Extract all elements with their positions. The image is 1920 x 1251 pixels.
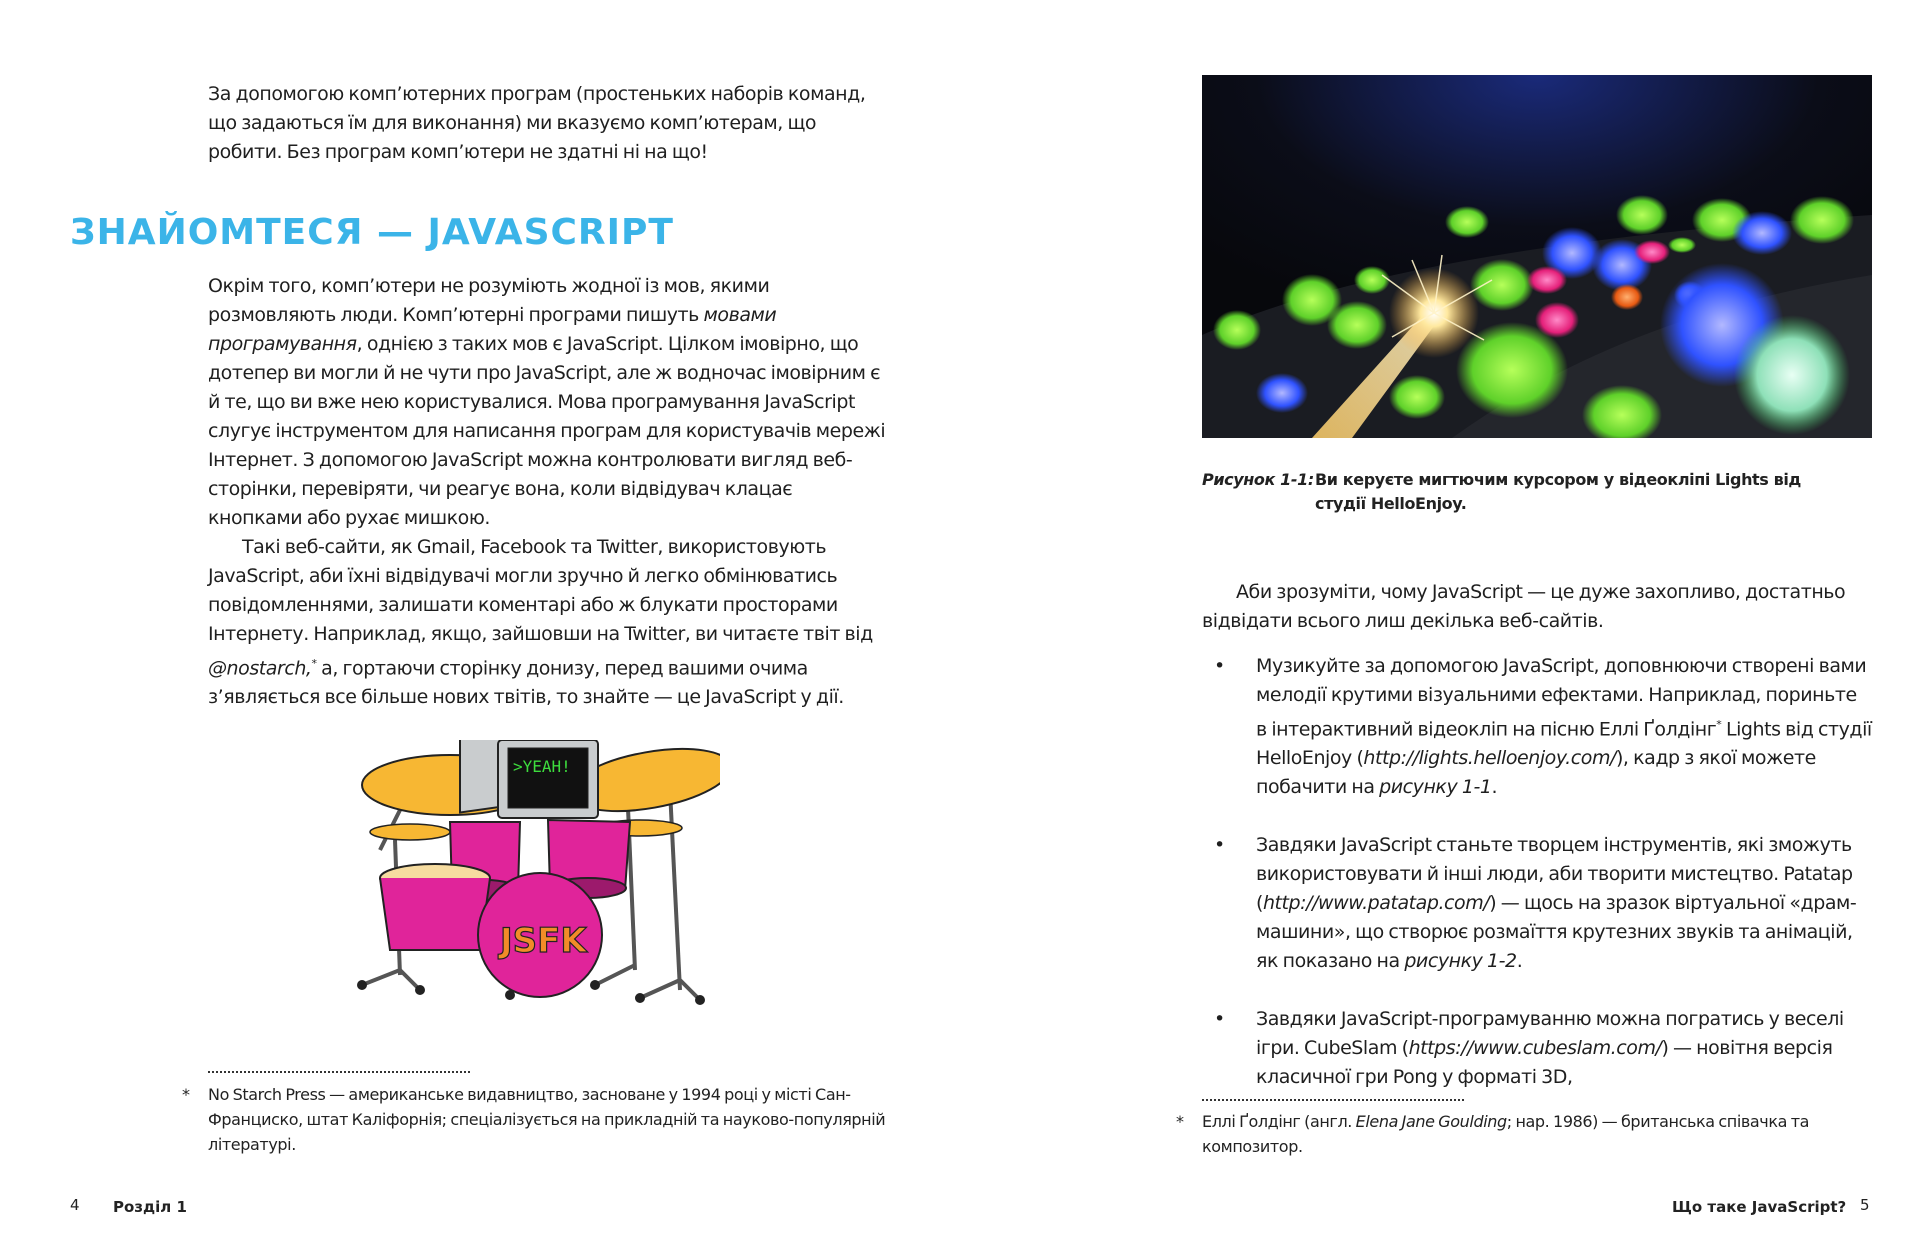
drum-kit-illustration	[350, 740, 720, 1020]
link-cubeslam[interactable]: https://www.cubeslam.com/	[1408, 1037, 1662, 1060]
footnote: * Еллі Ґолдінг (англ. Elena Jane Goulding; нар. 1986) — британська співачка та композитор.	[1202, 1109, 1842, 1159]
list-item: • Завдяки JavaScript-програмуванню можна погратись у веселі ігри. CubeSlam (https://www.cubeslam.com/) — новітня версія класичної гри Pong у форматі 3D,	[1202, 1005, 1872, 1092]
list-item: • Музикуйте за допомогою JavaScript, доповнюючи створені вами мелодії крутими візуальними ефектами. Наприклад, пориньте в інтерактивний відеокліп на пісню Еллі Ґолдінг* Lights від студії HelloEnjoy (http://lights.helloenjoy.com/), кадр з якої можете побачити на рисунку 1-1.	[1202, 652, 1872, 802]
footnote: * No Starch Press — американське видавництво, засноване у 1994 році у місті Сан-Франциско, штат Каліфорнія; спеціалізується на прикладній та науково-популярній літературі.	[208, 1082, 888, 1157]
bass-drum-logo: JSFK	[500, 921, 587, 961]
running-header-chapter: Розділ 1	[113, 1198, 187, 1216]
figure-label: Рисунок 1-1:	[1202, 470, 1314, 489]
footnote-marker[interactable]: *	[1716, 718, 1722, 731]
figure-reference[interactable]: рисунку 1-2	[1404, 950, 1517, 973]
bullet-icon: •	[1214, 834, 1225, 857]
footnote-divider	[208, 1071, 470, 1073]
intro-paragraph: За допомогою комп’ютерних програм (простеньких наборів команд, що задаються їм для виконання) ми вказуємо комп’ютерам, що робити. Без програм комп’ютери не здатні ні на що!	[208, 83, 866, 163]
link-patatap[interactable]: http://www.patatap.com/	[1262, 892, 1490, 915]
running-header-title: Що таке JavaScript?	[1672, 1198, 1847, 1216]
monitor-screen-text: >YEAH!	[513, 757, 571, 776]
page-number: 4	[70, 1196, 80, 1214]
right-intro-paragraph: Аби зрозуміти, чому JavaScript — це дуже захопливо, достатньо відвідати всього лиш декілька веб-сайтів.	[1202, 581, 1846, 632]
footnote-divider	[1202, 1099, 1464, 1101]
footnote-marker[interactable]: *	[311, 657, 317, 670]
bullet-icon: •	[1214, 655, 1225, 677]
figure-reference[interactable]: рисунку 1-1	[1379, 776, 1492, 799]
examples-list	[1202, 652, 1872, 1121]
figure-lights-screenshot	[1202, 75, 1872, 438]
paragraph-1: Окрім того, комп’ютери не розуміють жодної із мов, якими розмовляють люди. Комп’ютерні програми пишуть мовами програмування, однією з таких мов є JavaScript. Цілком імовірно, що дотепер ви могли й не чути про JavaScript, але ж водночас імовірним є й те, що ви вже нею користувалися. Мова програмування JavaScript слугує інструментом для написання програм для користувачів мережі Інтернет. З допомогою JavaScript можна контролювати вигляд веб-сторінки, перевіряти, чи реагує вона, коли відвідувач клацає кнопками або рухає мишкою.	[208, 275, 886, 529]
left-body-text	[208, 272, 888, 712]
list-item: • Завдяки JavaScript станьте творцем інструментів, які зможуть використовувати й інші люди, аби творити мистецтво. Patatap (http://www.patatap.com/) — щось на зразок віртуальної «драм-машини», що створює розмаїття крутезних звуків та анімацій, як показано на рисунку 1-2.	[1202, 831, 1872, 976]
page-number: 5	[1860, 1196, 1870, 1214]
footnote-mark: *	[182, 1085, 190, 1104]
figure-caption: Рисунок 1-1: Ви керуєте мигтючим курсором у відеокліпі Lights від студії HelloEnjoy.	[1202, 470, 1801, 513]
section-heading: ЗНАЙОМТЕСЯ — JAVASCRIPT	[70, 212, 674, 253]
footnote-mark: *	[1176, 1112, 1184, 1131]
link-lights[interactable]: http://lights.helloenjoy.com/	[1363, 747, 1616, 770]
bullet-icon: •	[1214, 1008, 1225, 1031]
paragraph-2: Такі веб-сайти, як Gmail, Facebook та Twitter, використовують JavaScript, аби їхні відвідувачі могли зручно й легко обмінюватись повідомленнями, залишати коментарі або ж блукати просторами Інтернету. Наприклад, якщо, зайшовши на Twitter, ви читаєте твіт від @nostarch,* а, гортаючи сторінку донизу, перед вашими очима з’являється все більше нових твітів, то знайте — це JavaScript у дії.	[208, 536, 873, 709]
